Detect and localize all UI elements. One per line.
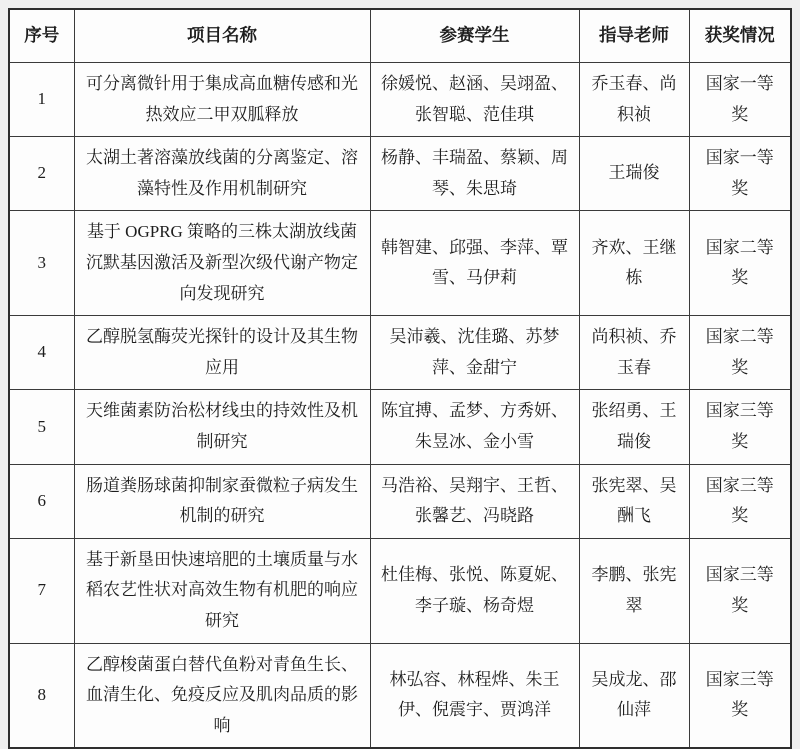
table-row (9, 464, 791, 538)
header-teachers: 指导老师 (579, 9, 689, 63)
table-row (9, 63, 791, 137)
header-row (9, 9, 791, 63)
cell-project-name: 天维菌素防治松材线虫的持效性及机制研究 (74, 390, 370, 464)
cell-award: 国家三等奖 (689, 643, 791, 748)
cell-teachers: 张宪翠、吴酬飞 (579, 464, 689, 538)
cell-teachers: 乔玉春、尚积祯 (579, 63, 689, 137)
cell-award: 国家三等奖 (689, 464, 791, 538)
cell-award: 国家二等奖 (689, 316, 791, 390)
cell-project-name: 太湖土著溶藻放线菌的分离鉴定、溶藻特性及作用机制研究 (74, 137, 370, 211)
cell-no: 7 (9, 538, 74, 643)
table-row (9, 211, 791, 316)
cell-students: 陈宜搏、孟梦、方秀妍、朱昱冰、金小雪 (370, 390, 579, 464)
header-project-name: 项目名称 (74, 9, 370, 63)
cell-no: 8 (9, 643, 74, 748)
cell-students: 徐媛悦、赵涵、吴翊盈、张智聪、范佳琪 (370, 63, 579, 137)
cell-teachers: 尚积祯、乔玉春 (579, 316, 689, 390)
cell-award: 国家一等奖 (689, 63, 791, 137)
cell-project-name: 基于新垦田快速培肥的土壤质量与水稻农艺性状对高效生物有机肥的响应研究 (74, 538, 370, 643)
cell-teachers: 李鹏、张宪翠 (579, 538, 689, 643)
cell-students: 杨静、丰瑞盈、蔡颖、周琴、朱思琦 (370, 137, 579, 211)
cell-award: 国家三等奖 (689, 538, 791, 643)
cell-students: 吴沛羲、沈佳璐、苏梦萍、金甜宁 (370, 316, 579, 390)
cell-students: 林弘容、林程烨、朱王伊、倪震宇、贾鸿洋 (370, 643, 579, 748)
cell-teachers: 齐欢、王继栋 (579, 211, 689, 316)
cell-project-name: 乙醇脱氢酶荧光探针的设计及其生物应用 (74, 316, 370, 390)
cell-award: 国家二等奖 (689, 211, 791, 316)
awards-table (8, 8, 792, 749)
cell-no: 6 (9, 464, 74, 538)
cell-no: 2 (9, 137, 74, 211)
cell-no: 5 (9, 390, 74, 464)
cell-students: 杜佳梅、张悦、陈夏妮、李子璇、杨奇煜 (370, 538, 579, 643)
table-row (9, 643, 791, 748)
cell-project-name: 乙醇梭菌蛋白替代鱼粉对青鱼生长、血清生化、免疫反应及肌肉品质的影响 (74, 643, 370, 748)
cell-award: 国家一等奖 (689, 137, 791, 211)
table-row (9, 316, 791, 390)
cell-project-name: 基于 OGPRG 策略的三株太湖放线菌沉默基因激活及新型次级代谢产物定向发现研究 (74, 211, 370, 316)
table-row (9, 390, 791, 464)
header-award: 获奖情况 (689, 9, 791, 63)
cell-project-name: 肠道粪肠球菌抑制家蚕微粒子病发生机制的研究 (74, 464, 370, 538)
header-no: 序号 (9, 9, 74, 63)
cell-no: 4 (9, 316, 74, 390)
header-students: 参赛学生 (370, 9, 579, 63)
cell-project-name: 可分离微针用于集成高血糖传感和光热效应二甲双胍释放 (74, 63, 370, 137)
cell-students: 韩智建、邱强、李萍、覃雪、马伊莉 (370, 211, 579, 316)
cell-no: 1 (9, 63, 74, 137)
cell-award: 国家三等奖 (689, 390, 791, 464)
cell-teachers: 张绍勇、王瑞俊 (579, 390, 689, 464)
cell-teachers: 吴成龙、邵仙萍 (579, 643, 689, 748)
cell-no: 3 (9, 211, 74, 316)
table-row (9, 538, 791, 643)
cell-students: 马浩裕、吴翔宇、王哲、张馨艺、冯晓路 (370, 464, 579, 538)
table-row (9, 137, 791, 211)
cell-teachers: 王瑞俊 (579, 137, 689, 211)
